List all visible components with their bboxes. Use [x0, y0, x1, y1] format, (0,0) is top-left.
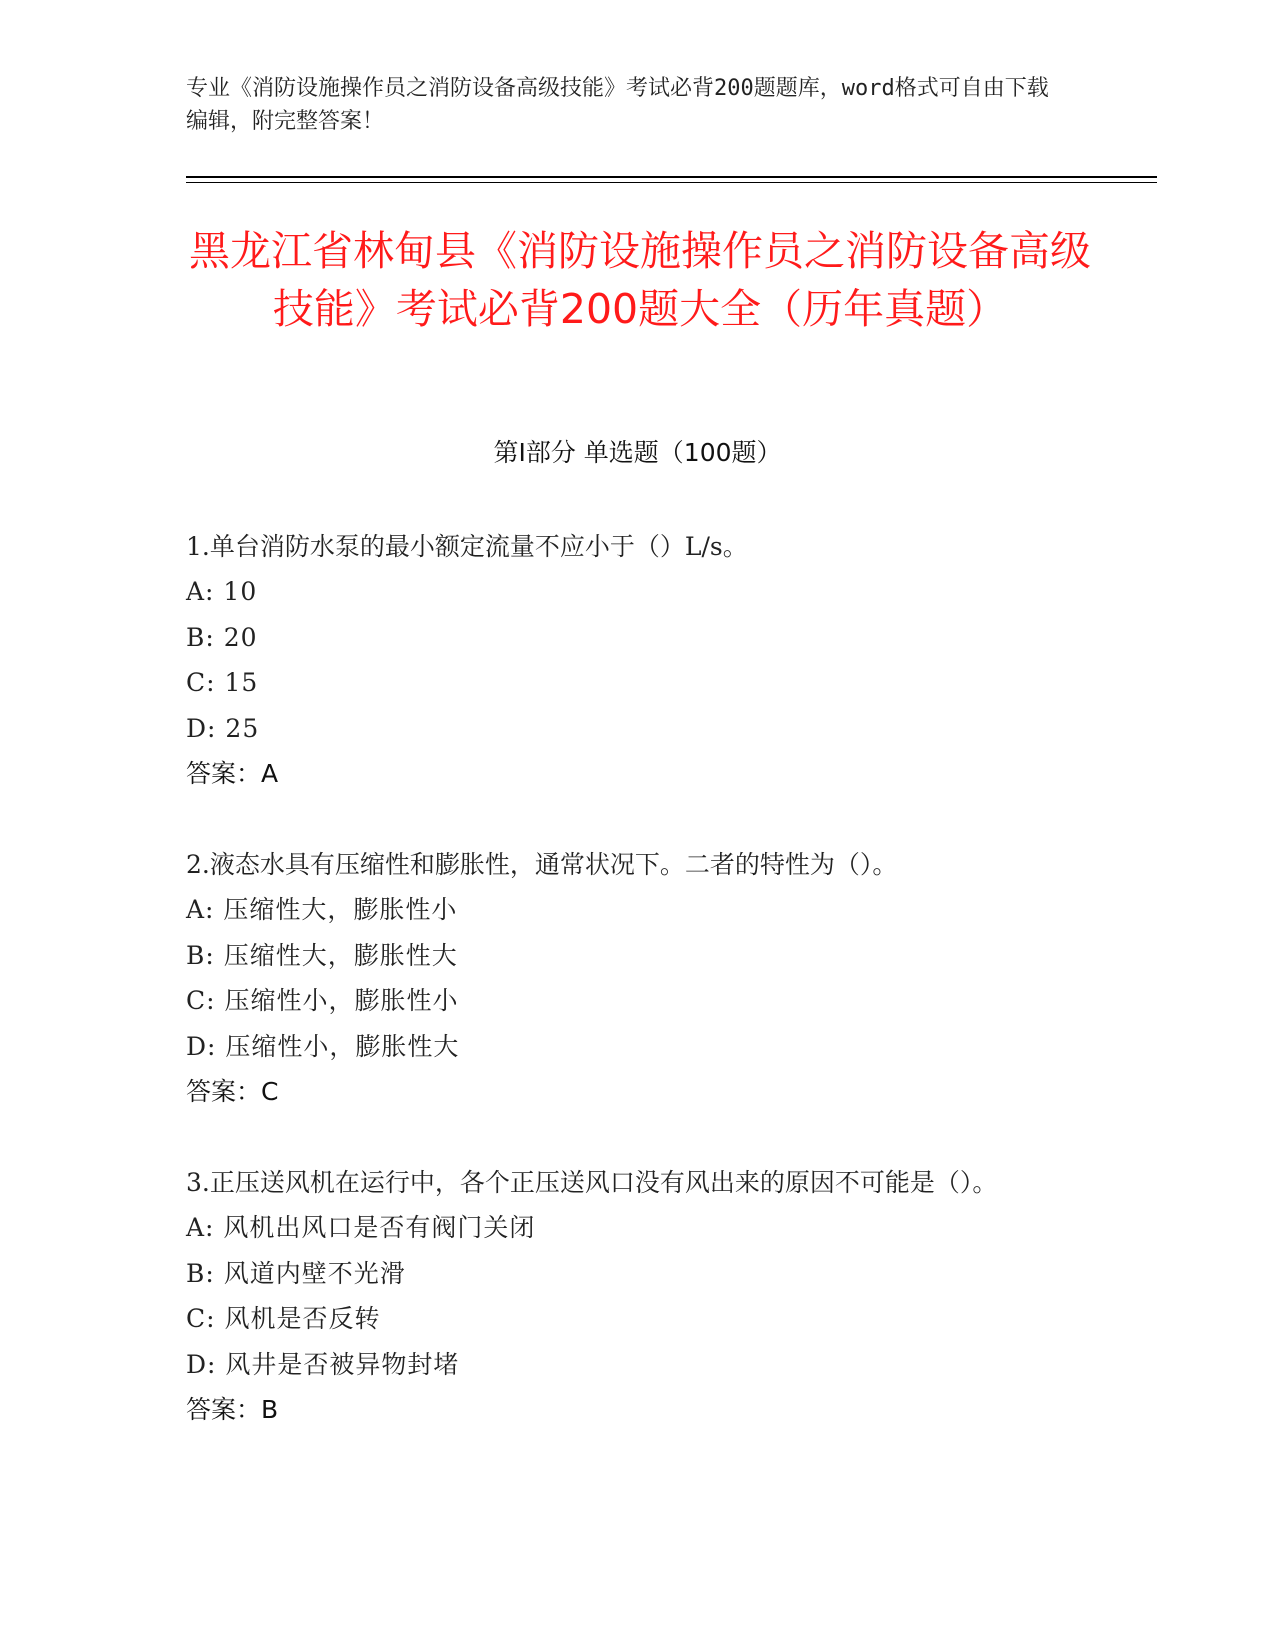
header-note: 专业《消防设施操作员之消防设备高级技能》考试必背200题题库，word格式可自由下载编辑，附完整答案！ — [186, 76, 1049, 134]
option-c: C: 压缩性小，膨胀性小 — [186, 986, 459, 1015]
option-d: D: 25 — [186, 713, 260, 743]
question-stem: 3.正压送风机在运行中，各个正压送风口没有风出来的原因不可能是（）。 — [186, 1168, 998, 1197]
question-block — [186, 524, 1066, 796]
option-b: B: 风道内壁不光滑 — [186, 1258, 406, 1288]
question-block — [186, 1160, 1066, 1432]
option-b: B: 压缩性大，膨胀性大 — [186, 940, 458, 970]
answer: 答案：B — [186, 1395, 279, 1424]
question-stem: 1.单台消防水泵的最小额定流量不应小于（）L/s。 — [186, 532, 748, 561]
option-c: C: 15 — [186, 668, 259, 697]
option-d: D: 压缩性小，膨胀性大 — [186, 1031, 460, 1061]
option-b: B: 20 — [186, 622, 258, 652]
answer: 答案：A — [186, 759, 279, 788]
document-title: 黑龙江省林甸县《消防设施操作员之消防设备高级技能》考试必背200题大全（历年真题） — [189, 227, 1091, 333]
header-divider-thick — [186, 176, 1157, 178]
question-stem: 2.液态水具有压缩性和膨胀性，通常状况下。二者的特性为（）。 — [186, 850, 898, 879]
option-a: A: 风机出风口是否有阀门关闭 — [186, 1213, 536, 1242]
answer: 答案：C — [186, 1077, 279, 1106]
option-d: D: 风井是否被异物封堵 — [186, 1349, 460, 1379]
section-heading: 第Ⅰ部分 单选题（100题） — [493, 438, 782, 467]
question-block — [186, 842, 1066, 1114]
option-a: A: 压缩性大，膨胀性小 — [186, 895, 458, 924]
option-a: A: 10 — [186, 577, 258, 606]
option-c: C: 风机是否反转 — [186, 1304, 381, 1333]
header-divider-thin — [186, 182, 1157, 183]
